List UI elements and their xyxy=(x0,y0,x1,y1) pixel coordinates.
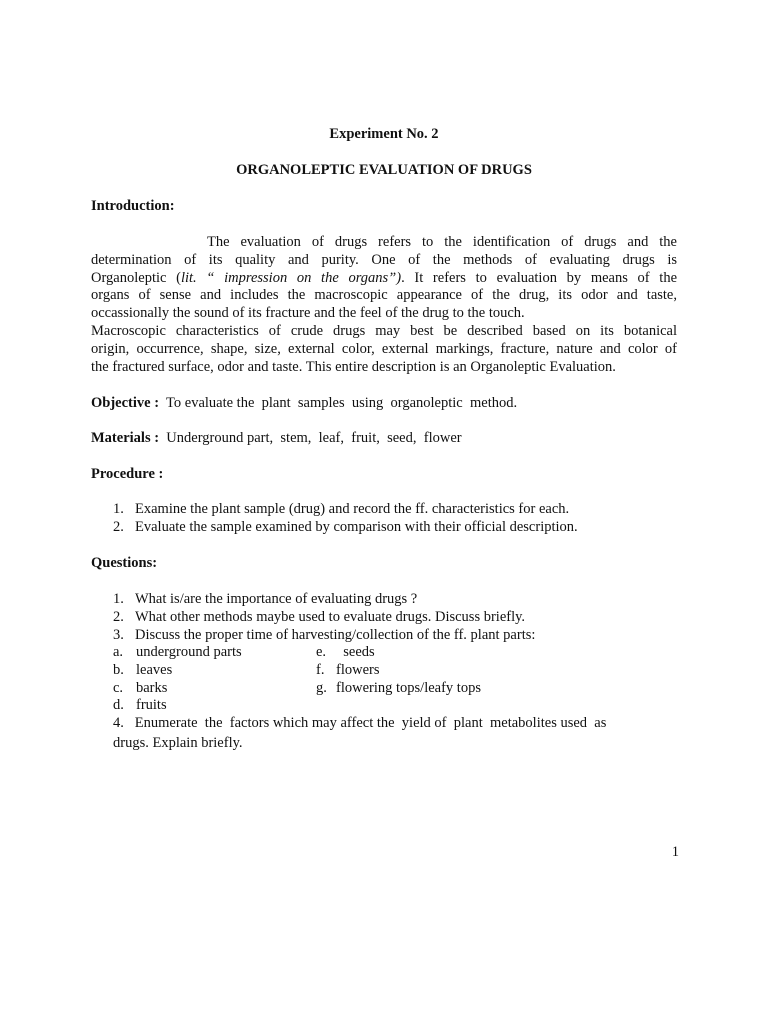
questions-heading: Questions: xyxy=(91,555,158,571)
introduction-heading: Introduction: xyxy=(91,198,175,214)
list-item: 3. Discuss the proper time of harvesting/collection of the ff. plant parts: xyxy=(113,626,536,643)
intro-line-2: determination of its quality and purity. One of the methods of evaluating drugs is xyxy=(91,251,677,268)
list-item: 1. What is/are the importance of evaluating drugs ? xyxy=(113,591,418,607)
intro-italic-phrase: lit. “ impression on the organs”) xyxy=(180,269,402,286)
main-title: ORGANOLEPTIC EVALUATION OF DRUGS xyxy=(236,162,532,178)
objective-row xyxy=(91,395,517,413)
intro-line-8: the fractured surface, odor and taste. This entire description is an Organoleptic Evaluation. xyxy=(91,358,616,375)
materials-label: Materials : xyxy=(91,430,160,446)
intro-line-7: origin, occurrence, shape, size, external color, external markings, fracture, nature and color of xyxy=(91,340,677,357)
question-4-line-1: 4. Enumerate the factors which may affect the yield of plant metabolites used as xyxy=(113,715,607,731)
introduction-paragraph xyxy=(91,234,677,376)
document-page: Experiment No. 2 ORGANOLEPTIC EVALUATION OF DRUGS Introduction: The evaluation of drugs refers to the identification of drugs and the determination of its quality and purity. One of the methods of evaluating drugs is Organoleptic (lit. “ impression on the organs”). It refers to evaluation by means of the organs of sense and includes the macroscopic appearance of the drug, its odor and taste, occassionally the sound of its fracture and the feel of the drug to the touch. Macroscopic characteristics of crude drugs may best be described based on its botanical origin, occurrence, shape, size, external color, external markings, fracture, nature and color of the fractured surface, odor and taste. This entire description is an Organoleptic Evaluation. Objective : To evaluate the plant samples using organoleptic method. Materials : Underground part, stem, leaf, fruit, seed, flower Procedure : 1. Examine the plant sample (drug) and record the ff. characteristics for each. 2. Evaluate the sample examined by comparison with their official description. Questions: 1. What is/are the importance of evaluating drugs ? 2. What other methods maybe used to evaluate drugs. Discuss briefly. 3. Discuss the proper time of harvesting/collection of the ff. plant parts: a. underground parts e. seeds b. leaves f. flowers c. barks g. flowering tops/leafy tops d. fruits 4. Enumerate the factors which may affect the yield of plant metabolites used as drugs. Explain briefly. 1 xyxy=(0,0,768,1024)
intro-line-4: organs of sense and includes the macroscopic appearance of the drug, its odor and taste, xyxy=(91,287,677,304)
questions-list xyxy=(91,591,535,644)
list-item: 1. Examine the plant sample (drug) and record the ff. characteristics for each. xyxy=(113,501,570,517)
objective-text: To evaluate the plant samples using organoleptic method. xyxy=(159,395,518,411)
procedure-list xyxy=(91,501,578,537)
objective-label: Objective : xyxy=(91,395,160,411)
intro-line-5: occassionally the sound of its fracture and the feel of the drug to the touch. xyxy=(91,305,525,322)
list-item: 2. What other methods maybe used to evaluate drugs. Discuss briefly. xyxy=(113,608,526,625)
materials-text: Underground part, stem, leaf, fruit, seed, flower xyxy=(159,430,462,446)
materials-row xyxy=(91,430,462,448)
list-item: 2. Evaluate the sample examined by comparison with their official description. xyxy=(113,518,578,535)
intro-line-3: Organoleptic (lit. “ impression on the organs”). It refers to evaluation by means of the xyxy=(91,269,678,286)
experiment-title: Experiment No. 2 xyxy=(329,126,439,142)
intro-line-6: Macroscopic characteristics of crude drugs may best be described based on its botanical xyxy=(91,322,677,339)
page-number: 1 xyxy=(671,844,679,860)
intro-line-1: The evaluation of drugs refers to the identification of drugs and the xyxy=(207,234,677,250)
procedure-heading: Procedure : xyxy=(91,466,164,482)
question-4-line-2: drugs. Explain briefly. xyxy=(113,735,243,751)
